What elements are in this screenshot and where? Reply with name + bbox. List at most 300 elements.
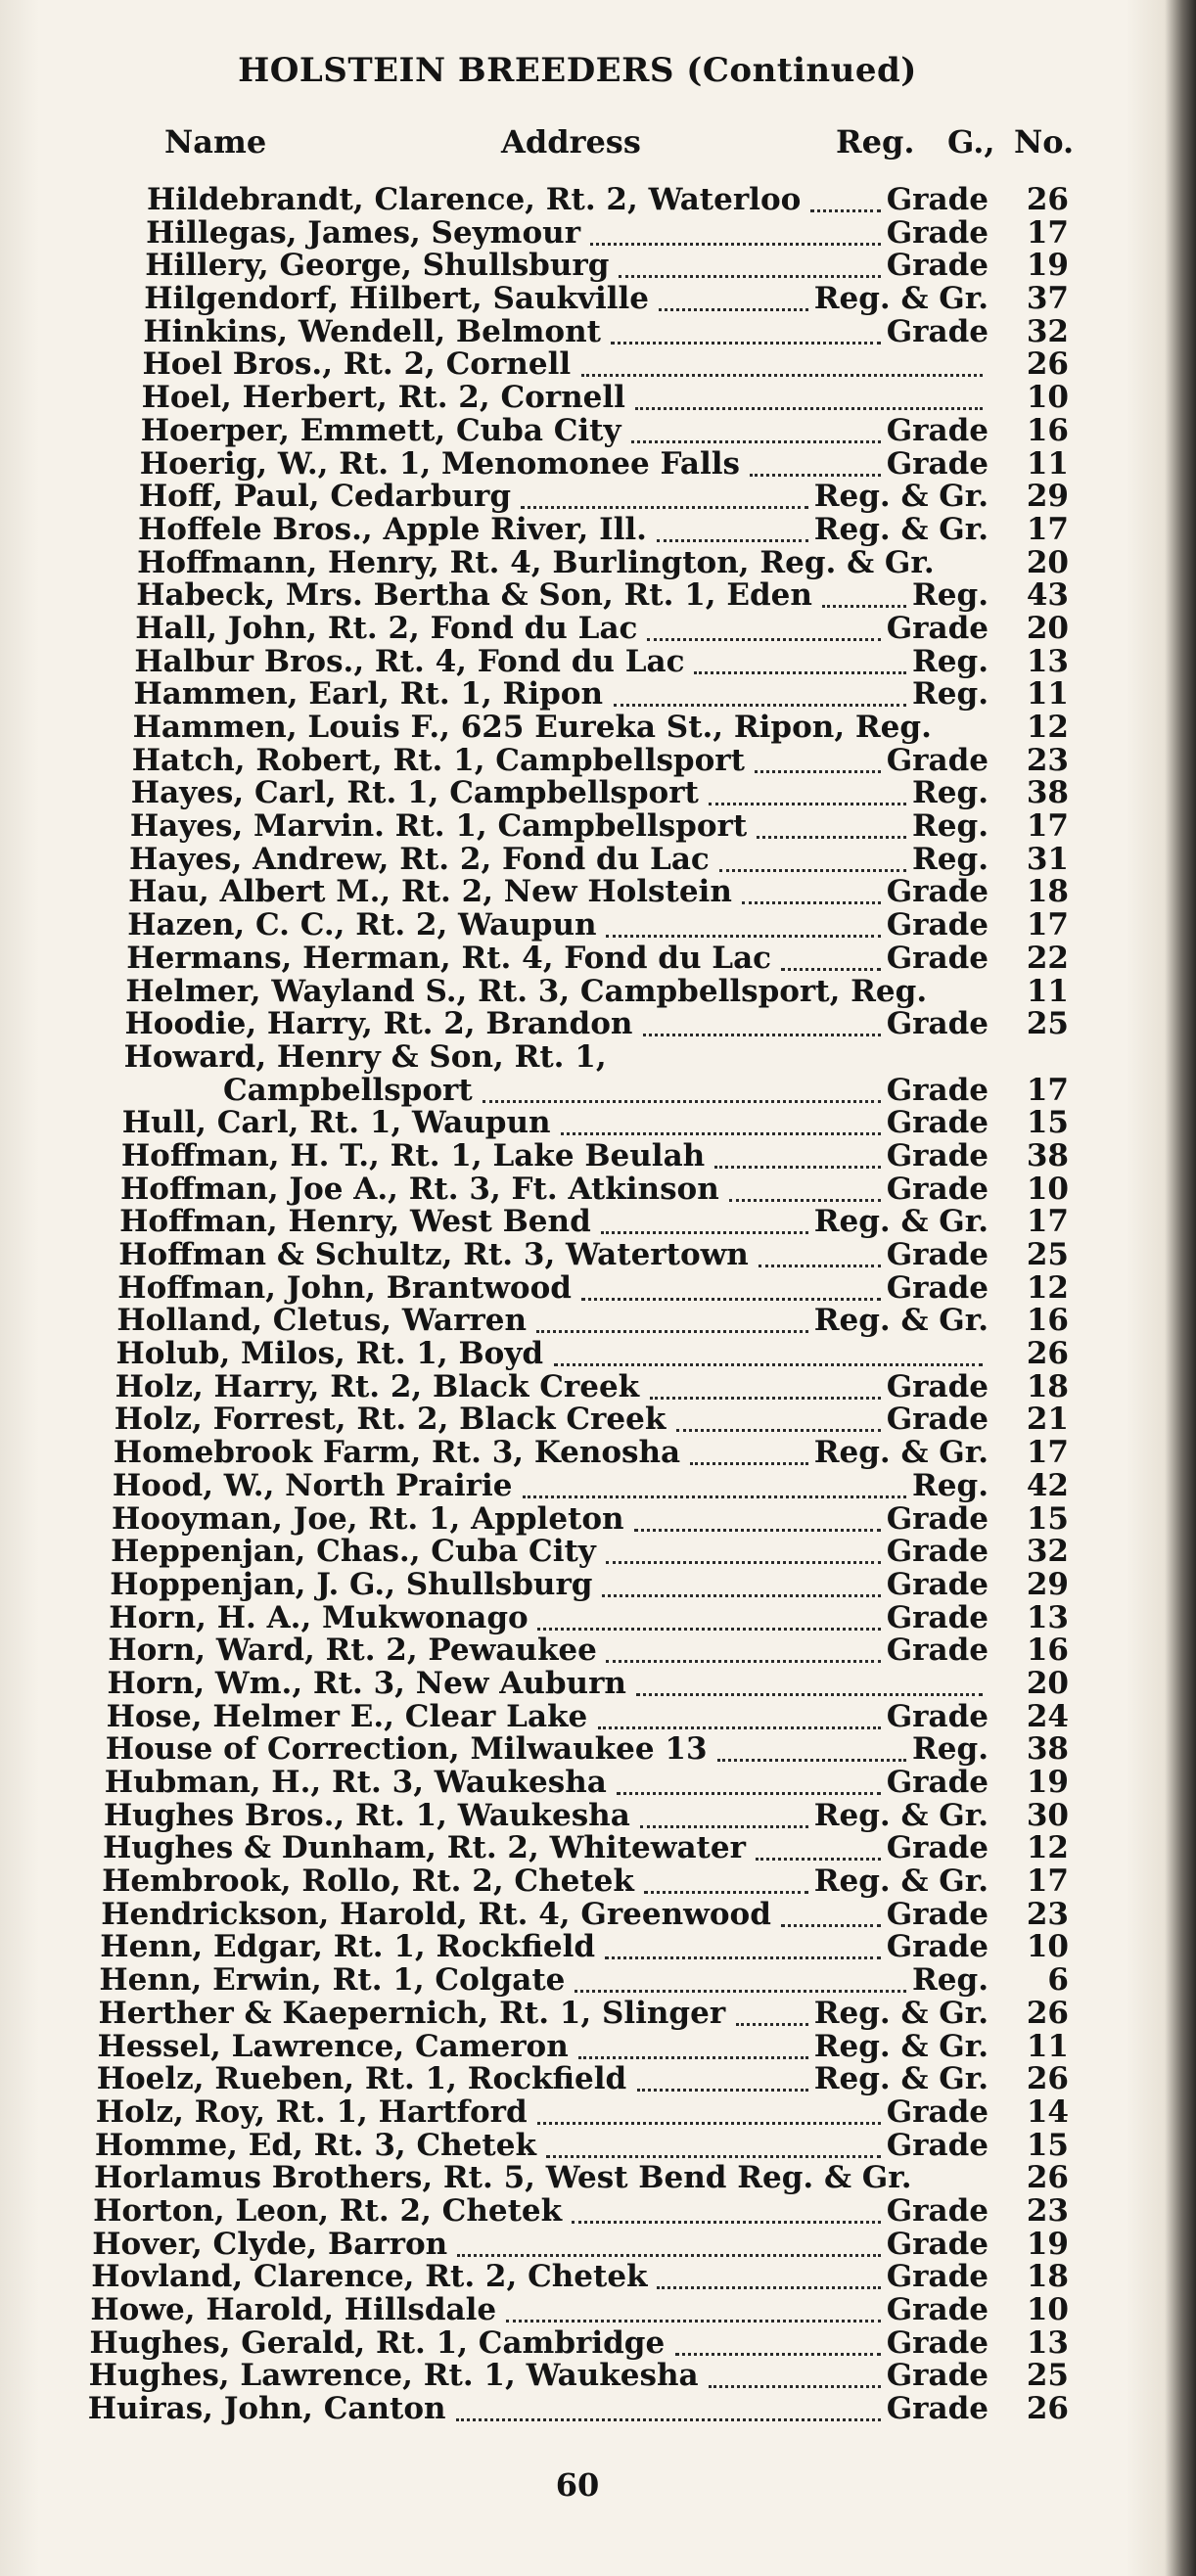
herd-count: 19: [1026, 2226, 1069, 2262]
leader-dots: [647, 638, 881, 641]
leader-dots: [657, 2286, 881, 2289]
registration-status: Grade: [886, 1566, 989, 1602]
breeder-name-address: Hughes Bros., Rt. 1, Waukesha: [103, 1797, 630, 1833]
list-item: [0, 1634, 1155, 1668]
herd-count: 15: [1026, 1500, 1069, 1537]
breeders-list: [0, 184, 1155, 2426]
list-item: [0, 1368, 1155, 1404]
herd-count: 18: [1026, 1368, 1069, 1404]
herd-count: 38: [1026, 775, 1069, 811]
list-item: [0, 1665, 1155, 1701]
list-item: [0, 445, 1155, 482]
list-item: [0, 1733, 1155, 1767]
herd-count: 21: [1026, 1402, 1069, 1438]
list-item: [0, 250, 1155, 283]
list-item: [0, 2360, 1155, 2393]
leader-dots: [637, 2089, 808, 2092]
breeder-name-address: Horn, Ward, Rt. 2, Pewaukee: [108, 1633, 597, 1669]
list-item: [0, 412, 1155, 448]
breeder-name-address: Helmer, Wayland S., Rt. 3, Campbellsport, Reg.: [125, 973, 928, 1009]
breeder-name-address: Hammen, Earl, Rt. 1, Ripon: [133, 676, 603, 713]
breeder-name-address: Hessel, Lawrence, Cameron: [97, 2028, 569, 2064]
page-title: HOLSTEIN BREEDERS (Continued): [238, 51, 917, 90]
breeder-name-address: Hoff, Paul, Cedarburg: [138, 479, 512, 515]
registration-status: Reg. & Gr.: [813, 2061, 989, 2097]
list-item: [0, 712, 1155, 745]
breeder-name-address: Hayes, Carl, Rt. 1, Campbellsport: [130, 775, 699, 811]
registration-status: Reg.: [912, 577, 989, 614]
breeder-name-address: Hinkins, Wendell, Belmont: [143, 313, 601, 349]
breeder-name-address: Hoel, Herbert, Rt. 2, Cornell: [141, 380, 625, 416]
herd-count: 26: [1026, 182, 1069, 217]
list-item: [0, 1832, 1155, 1865]
herd-count: 22: [1026, 940, 1069, 976]
breeder-name-address: Hoffman, Henry, West Bend: [119, 1204, 591, 1240]
breeder-name-address: Hover, Clyde, Barron: [92, 2226, 448, 2262]
herd-count: 11: [1026, 676, 1069, 713]
leader-dots: [759, 1265, 881, 1267]
column-header-reg: Reg.: [836, 123, 915, 161]
herd-count: 43: [1026, 577, 1069, 614]
registration-status: Grade: [886, 2324, 989, 2361]
leader-dots: [606, 935, 881, 938]
list-item: [0, 1206, 1155, 1239]
leader-dots: [709, 2385, 881, 2388]
herd-count: 10: [1026, 1929, 1069, 1965]
leader-dots: [709, 803, 906, 805]
registration-status: Grade: [886, 1534, 989, 1570]
leader-dots: [521, 506, 808, 509]
column-header-grade: G.,: [947, 123, 995, 161]
registration-status: Grade: [886, 248, 989, 284]
herd-count: 13: [1026, 1599, 1069, 1635]
leader-dots: [736, 2023, 808, 2026]
breeder-name-address: Huiras, John, Canton: [87, 2391, 446, 2427]
breeder-name-address: Howe, Harold, Hillsdale: [90, 2292, 497, 2327]
leader-dots: [598, 1726, 881, 1729]
list-item: [0, 511, 1155, 547]
breeder-name-address: Habeck, Mrs. Bertha & Son, Rt. 1, Eden: [136, 577, 812, 614]
breeder-name-address: Howard, Henry & Son, Rt. 1,: [123, 1038, 607, 1075]
leader-dots: [617, 1792, 881, 1795]
leader-dots: [523, 1495, 906, 1498]
herd-count: 37: [1026, 281, 1069, 317]
registration-status: Reg.: [912, 1467, 989, 1503]
registration-status: Grade: [886, 1171, 989, 1207]
list-item: [0, 184, 1155, 217]
herd-count: 20: [1026, 1665, 1069, 1701]
leader-dots: [611, 342, 881, 345]
breeder-name-address: Hood, W., North Prairie: [112, 1467, 513, 1503]
leader-dots: [581, 374, 983, 377]
breeder-name-address: Hughes, Lawrence, Rt. 1, Waukesha: [88, 2358, 699, 2394]
herd-count: 12: [1026, 1269, 1069, 1306]
registration-status: Grade: [886, 2391, 989, 2427]
registration-status: Grade: [886, 610, 989, 646]
herd-count: 13: [1026, 2324, 1069, 2361]
page-number: 60: [555, 2466, 600, 2504]
list-item: [0, 1566, 1155, 1602]
leader-dots: [714, 1166, 881, 1169]
registration-status: Reg. & Gr.: [813, 1204, 989, 1240]
breeder-name-address: Homebrook Farm, Rt. 3, Kenosha: [113, 1435, 681, 1471]
herd-count: 11: [1026, 445, 1069, 482]
registration-status: Grade: [886, 2358, 989, 2394]
leader-dots: [781, 1924, 881, 1927]
leader-dots: [657, 539, 808, 542]
registration-status: Grade: [886, 1105, 989, 1141]
breeder-name-address: Holub, Milos, Rt. 1, Boyd: [115, 1336, 544, 1372]
registration-status: Grade: [886, 2192, 989, 2229]
breeder-name-address: House of Correction, Milwaukee 13: [105, 1731, 708, 1768]
list-item: [0, 678, 1155, 712]
leader-dots: [810, 209, 881, 212]
herd-count: 38: [1026, 1137, 1069, 1173]
breeder-name-address: Hildebrandt, Clarence, Rt. 2, Waterloo: [147, 182, 802, 217]
list-item: [0, 1038, 1155, 1075]
registration-status: Grade: [886, 1006, 989, 1042]
leader-dots: [781, 968, 881, 971]
list-item: [0, 973, 1155, 1009]
registration-status: Grade: [886, 2292, 989, 2327]
leader-dots: [483, 1100, 881, 1103]
herd-count: 29: [1026, 1566, 1069, 1602]
breeder-name-address: Henn, Edgar, Rt. 1, Rockfield: [100, 1929, 596, 1965]
list-item: [0, 1008, 1155, 1041]
herd-count: 20: [1026, 610, 1069, 646]
list-item: [0, 841, 1155, 877]
registration-status: Grade: [886, 1137, 989, 1173]
list-item: [0, 1403, 1155, 1437]
leader-dots: [601, 1231, 808, 1234]
registration-status: Grade: [886, 445, 989, 482]
leader-dots: [742, 901, 881, 904]
leader-dots: [605, 1956, 881, 1959]
herd-count: 26: [1026, 1336, 1069, 1372]
herd-count: 13: [1026, 643, 1069, 679]
list-item: [0, 2261, 1155, 2294]
list-item: [0, 1500, 1155, 1537]
breeder-name-address: Hubman, H., Rt. 3, Waukesha: [104, 1765, 607, 1800]
registration-status: Reg. & Gr.: [813, 2028, 989, 2064]
registration-status: Reg. & Gr.: [813, 479, 989, 515]
herd-count: 19: [1026, 248, 1069, 284]
list-item: [0, 742, 1155, 778]
breeder-name-address: Holz, Forrest, Rt. 2, Black Creek: [114, 1402, 667, 1438]
registration-status: Grade: [886, 2093, 989, 2130]
registration-status: Grade: [886, 1402, 989, 1438]
herd-count: 18: [1026, 874, 1069, 910]
herd-count: 30: [1026, 1797, 1069, 1833]
leader-dots: [606, 1561, 881, 1564]
list-item: [0, 1107, 1155, 1140]
registration-status: Grade: [886, 313, 989, 349]
leader-dots: [614, 704, 906, 707]
herd-count: 16: [1026, 412, 1069, 448]
registration-status: Reg. & Gr.: [813, 1435, 989, 1471]
leader-dots: [546, 2155, 881, 2158]
breeder-name-address: Hammen, Louis F., 625 Eureka St., Ripon, Reg.: [132, 710, 932, 745]
list-item: [0, 1995, 1155, 2031]
registration-status: Reg. & Gr.: [813, 1303, 989, 1339]
registration-status: Grade: [886, 182, 989, 217]
list-item: [0, 1896, 1155, 1932]
breeder-name-address: Horn, Wm., Rt. 3, New Auburn: [107, 1665, 626, 1701]
breeder-name-address: Holland, Cletus, Warren: [116, 1303, 527, 1339]
list-item: [0, 2393, 1155, 2426]
registration-status: Grade: [886, 214, 989, 251]
herd-count: 11: [1026, 973, 1069, 1009]
registration-status: Grade: [886, 1633, 989, 1669]
herd-count: 31: [1026, 841, 1069, 877]
registration-status: Grade: [886, 742, 989, 778]
list-item: [0, 2063, 1155, 2096]
leader-dots: [578, 2056, 808, 2059]
leader-dots: [822, 605, 906, 608]
list-item: [0, 2093, 1155, 2130]
list-item: [0, 2162, 1155, 2195]
herd-count: 17: [1026, 1435, 1069, 1471]
registration-status: Grade: [886, 2127, 989, 2163]
list-item: [0, 1338, 1155, 1371]
leader-dots: [561, 1132, 881, 1135]
list-item: [0, 1865, 1155, 1899]
registration-status: Grade: [886, 1237, 989, 1272]
registration-status: Reg. & Gr.: [813, 511, 989, 547]
herd-count: 17: [1026, 1204, 1069, 1240]
leader-dots: [640, 1825, 808, 1828]
leader-dots: [676, 1429, 881, 1432]
breeder-name-address: Hatch, Robert, Rt. 1, Campbellsport: [131, 742, 745, 778]
leader-dots: [537, 2122, 881, 2125]
breeder-name-address: Hoelz, Rueben, Rt. 1, Rockfield: [96, 2061, 627, 2097]
herd-count: 26: [1026, 2061, 1069, 2097]
list-item: [0, 2127, 1155, 2163]
herd-count: 14: [1026, 2093, 1069, 2130]
breeder-name-address: Hovland, Clarence, Rt. 2, Chetek: [91, 2259, 648, 2295]
list-item: [0, 909, 1155, 943]
registration-status: Grade: [886, 2259, 989, 2295]
breeder-name-address: Hazen, C. C., Rt. 2, Waupun: [127, 907, 597, 943]
leader-dots: [690, 1462, 808, 1465]
breeder-name-address: Horlamus Brothers, Rt. 5, West Bend Reg. & Gr.: [94, 2160, 912, 2196]
herd-count: 20: [1026, 544, 1069, 580]
list-item: [0, 214, 1155, 251]
leader-dots: [575, 1990, 906, 1993]
breeder-name-address: Hoffmann, Henry, Rt. 4, Burlington, Reg. & Gr.: [137, 544, 935, 580]
list-item: [0, 1269, 1155, 1306]
list-item: [0, 810, 1155, 844]
herd-count: 23: [1026, 2192, 1069, 2229]
registration-status: Grade: [886, 1698, 989, 1734]
herd-count: 10: [1026, 2292, 1069, 2327]
breeder-name-address: Horton, Leon, Rt. 2, Chetek: [93, 2192, 563, 2229]
list-item: [0, 2294, 1155, 2327]
registration-status: Grade: [886, 2226, 989, 2262]
herd-count: 26: [1026, 1995, 1069, 2031]
list-item: [0, 1536, 1155, 1569]
leader-dots: [650, 1397, 881, 1400]
list-item: [0, 348, 1155, 382]
registration-status: Grade: [886, 1368, 989, 1404]
list-item: [0, 643, 1155, 679]
list-item: [0, 481, 1155, 514]
breeder-name-address: Hembrook, Rollo, Rt. 2, Chetek: [102, 1863, 634, 1900]
leader-dots: [554, 1363, 983, 1366]
leader-dots: [643, 1034, 881, 1036]
breeder-name-address: Hall, John, Rt. 2, Fond du Lac: [135, 610, 638, 646]
herd-count: 17: [1026, 1863, 1069, 1900]
leader-dots: [756, 1858, 881, 1861]
registration-status: Reg. & Gr.: [813, 281, 989, 317]
registration-status: Grade: [886, 412, 989, 448]
list-item: [0, 313, 1155, 349]
leader-dots: [717, 1759, 906, 1762]
breeder-name-address: Hoffman & Schultz, Rt. 3, Watertown: [118, 1237, 749, 1272]
list-item: [0, 940, 1155, 976]
leader-dots: [755, 770, 881, 773]
breeder-name-address: Homme, Ed, Rt. 3, Chetek: [94, 2127, 536, 2163]
herd-count: 23: [1026, 1896, 1069, 1932]
list-item: [0, 1964, 1155, 1998]
herd-count: 12: [1026, 1830, 1069, 1866]
herd-count: 12: [1026, 710, 1069, 745]
breeder-name-address: Hayes, Marvin. Rt. 1, Campbellsport: [129, 808, 748, 845]
leader-dots: [644, 1891, 808, 1894]
registration-status: Reg.: [912, 775, 989, 811]
list-item: [0, 1072, 1155, 1108]
herd-count: 26: [1026, 2391, 1069, 2427]
list-item: [0, 579, 1155, 613]
herd-count: 11: [1026, 2028, 1069, 2064]
list-item: [0, 1437, 1155, 1470]
registration-status: Grade: [886, 1896, 989, 1932]
list-item: [0, 1931, 1155, 1964]
list-item: [0, 610, 1155, 646]
herd-count: 10: [1026, 380, 1069, 416]
list-item: [0, 777, 1155, 810]
list-item: [0, 1698, 1155, 1734]
list-item: [0, 1599, 1155, 1635]
herd-count: 25: [1026, 1237, 1069, 1272]
list-item: [0, 2324, 1155, 2361]
herd-count: 42: [1026, 1467, 1069, 1503]
leader-dots: [606, 1660, 881, 1663]
registration-status: Grade: [886, 1072, 989, 1108]
herd-count: 10: [1026, 1171, 1069, 1207]
registration-status: Reg.: [912, 676, 989, 713]
breeder-name-address: Hull, Carl, Rt. 1, Waupun: [121, 1105, 551, 1141]
breeder-name-address: Hoodie, Harry, Rt. 2, Brandon: [124, 1006, 633, 1042]
registration-status: Grade: [886, 1599, 989, 1635]
breeder-name-address: Horn, H. A., Mukwonago: [109, 1599, 529, 1635]
breeder-name-address: Hughes, Gerald, Rt. 1, Cambridge: [89, 2324, 666, 2361]
list-item: [0, 1767, 1155, 1800]
herd-count: 24: [1026, 1698, 1069, 1734]
breeder-name-address: Hoppenjan, J. G., Shullsburg: [110, 1566, 593, 1602]
leader-dots: [581, 1298, 881, 1301]
herd-count: 23: [1026, 742, 1069, 778]
column-header-address: Address: [501, 123, 641, 161]
herd-count: 16: [1026, 1303, 1069, 1339]
leader-dots: [602, 1594, 881, 1597]
leader-dots: [537, 1628, 881, 1631]
leader-dots: [631, 440, 881, 443]
herd-count: 17: [1026, 1072, 1069, 1108]
registration-status: Reg.: [912, 841, 989, 877]
breeder-name-address: Hau, Albert M., Rt. 2, New Holstein: [128, 874, 732, 910]
list-item: [0, 283, 1155, 316]
breeder-name-address: Hooyman, Joe, Rt. 1, Appleton: [112, 1500, 624, 1537]
breeder-name-address: Hoffman, John, Brantwood: [117, 1269, 572, 1306]
breeder-name-address: Hillery, George, Shullsburg: [145, 248, 610, 284]
breeder-name-address: Holz, Harry, Rt. 2, Black Creek: [115, 1368, 640, 1404]
leader-dots: [572, 2221, 881, 2224]
registration-status: Grade: [886, 1269, 989, 1306]
herd-count: 17: [1026, 808, 1069, 845]
leader-dots: [636, 1693, 983, 1696]
herd-count: 19: [1026, 1765, 1069, 1800]
herd-count: 25: [1026, 2358, 1069, 2394]
registration-status: Grade: [886, 940, 989, 976]
breeder-name-address: Hendrickson, Harold, Rt. 4, Greenwood: [101, 1896, 771, 1932]
breeder-name-address: Hose, Helmer E., Clear Lake: [106, 1698, 588, 1734]
breeder-name-address: Hoerig, W., Rt. 1, Menomonee Falls: [139, 445, 740, 482]
breeder-name-address: Hoerper, Emmett, Cuba City: [140, 412, 621, 448]
leader-dots: [457, 2254, 881, 2257]
registration-status: Grade: [886, 874, 989, 910]
herd-count: 17: [1026, 511, 1069, 547]
registration-status: Reg.: [912, 808, 989, 845]
leader-dots: [675, 2353, 881, 2356]
registration-status: Reg.: [912, 1962, 989, 1999]
registration-status: Reg.: [912, 643, 989, 679]
herd-count: 29: [1026, 479, 1069, 515]
leader-dots: [757, 836, 906, 839]
registration-status: Reg. & Gr.: [813, 1863, 989, 1900]
breeder-name-address: Holz, Roy, Rt. 1, Hartford: [95, 2093, 528, 2130]
leader-dots: [456, 2418, 881, 2421]
breeder-name-address: Herther & Kaepernich, Rt. 1, Slinger: [98, 1995, 726, 2031]
breeder-name-address: Hoffele Bros., Apple River, Ill.: [138, 511, 647, 547]
herd-count: 18: [1026, 2259, 1069, 2295]
breeder-name-address: Heppenjan, Chas., Cuba City: [111, 1534, 596, 1570]
registration-status: Reg. & Gr.: [813, 1995, 989, 2031]
herd-count: 6: [1047, 1962, 1069, 1999]
breeder-name-address: Hillegas, James, Seymour: [146, 214, 581, 251]
breeder-name-address: Halbur Bros., Rt. 4, Fond du Lac: [134, 643, 685, 679]
list-item: [0, 544, 1155, 580]
breeder-name-address: Hoffman, Joe A., Rt. 3, Ft. Atkinson: [120, 1171, 719, 1207]
leader-dots: [719, 869, 906, 872]
leader-dots: [750, 474, 881, 477]
breeder-name-address: Hoffman, H. T., Rt. 1, Lake Beulah: [120, 1137, 706, 1173]
herd-count: 32: [1026, 313, 1069, 349]
list-item: [0, 1305, 1155, 1338]
list-item: [0, 1239, 1155, 1272]
list-item: [0, 1467, 1155, 1503]
registration-status: Grade: [886, 907, 989, 943]
breeder-name-address: Hughes & Dunham, Rt. 2, Whitewater: [103, 1830, 746, 1866]
list-item: [0, 1137, 1155, 1173]
registration-status: Grade: [886, 1929, 989, 1965]
breeder-name-address: Campbellsport: [223, 1072, 473, 1108]
breeder-name-address: Henn, Erwin, Rt. 1, Colgate: [99, 1962, 566, 1999]
registration-status: Grade: [886, 1500, 989, 1537]
herd-count: 26: [1026, 346, 1069, 383]
registration-status: Reg.: [912, 1731, 989, 1768]
herd-count: 15: [1026, 2127, 1069, 2163]
